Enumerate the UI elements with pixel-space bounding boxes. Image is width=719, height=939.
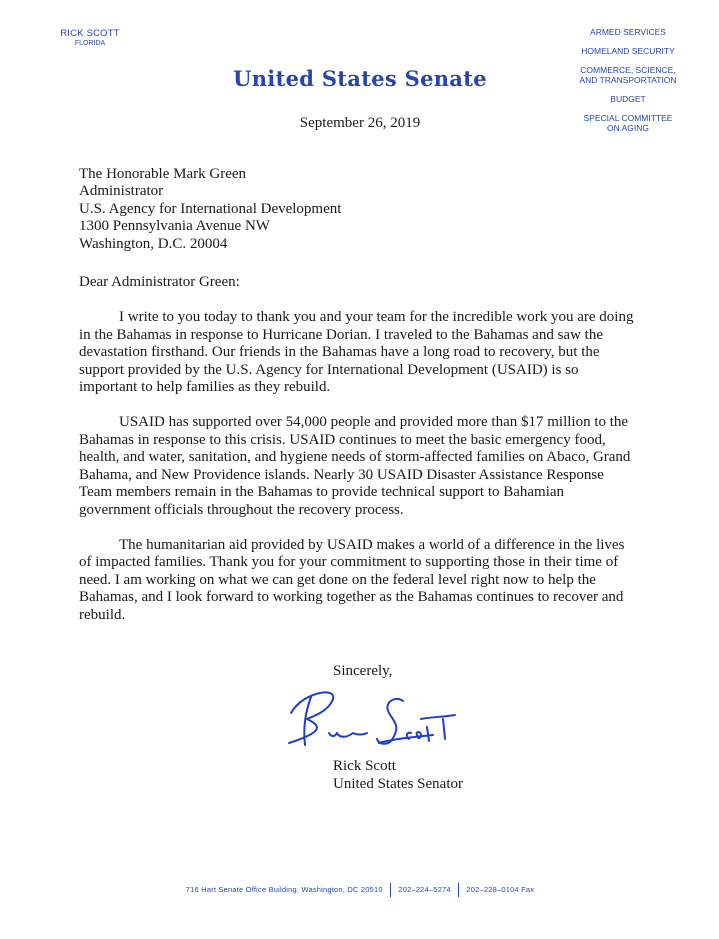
committee-item: SPECIAL COMMITTEE ON AGING	[583, 113, 673, 133]
signer-name: Rick Scott	[333, 758, 396, 774]
footer-phone: 202–224–5274	[398, 884, 451, 894]
committee-item: BUDGET	[610, 94, 646, 104]
salutation: Dear Administrator Green:	[79, 274, 240, 290]
body-paragraph: The humanitarian aid provided by USAID makes a world of a difference in the lives of impacted families. Thank you for your commitment to supporting those in their time of need. I am working on what we can get done on the federal level right now to help the Bahamas, and I look forward to working together as the Bahamas continues to recover and rebuild.	[79, 536, 625, 623]
signer-title: United States Senator	[333, 776, 463, 792]
letterhead-title: United States Senate	[233, 66, 487, 91]
recipient-line: Washington, D.C. 20004	[79, 235, 228, 252]
committee-item: HOMELAND SECURITY	[581, 46, 675, 56]
recipient-line: 1300 Pennsylvania Avenue NW	[79, 218, 270, 235]
footer-fax: 202–228–0104 Fax	[466, 884, 535, 894]
letter-body	[79, 309, 635, 642]
footer-address: 716 Hart Senate Office Building, Washington, DC 20510	[185, 884, 383, 894]
recipient-line: Administrator	[79, 183, 164, 200]
closing: Sincerely,	[333, 663, 393, 679]
letter-date: September 26, 2019	[299, 115, 421, 131]
sender-state: FLORIDA	[74, 40, 106, 47]
footer-contact	[100, 883, 620, 897]
recipient-line: The Honorable Mark Green	[79, 166, 247, 182]
committee-item: COMMERCE, SCIENCE, AND TRANSPORTATION	[579, 65, 677, 85]
footer-divider	[390, 883, 391, 897]
recipient-line: U.S. Agency for International Development	[79, 200, 342, 217]
recipient-address	[79, 166, 341, 253]
body-paragraph: USAID has supported over 54,000 people and provided more than $17 million to the Bahamas in response to this crisis. USAID continues to meet the basic emergency food, health, and water, sanitation, and hygiene needs of storm-affected families on Abaco, Grand Bahama, and New Providence islands. Nearly 30 USAID Disaster Assistance Response Team members remain in the Bahamas to provide technical support to Bahamian government officials throughout the recovery process.	[79, 413, 631, 518]
sender-name: RICK SCOTT	[60, 28, 120, 39]
body-paragraph: I write to you today to thank you and your team for the incredible work you are doing in the Bahamas in response to Hurricane Dorian. I traveled to the Bahamas and saw the devastation firsthand. Our friends in the Bahamas have a long road to recovery, but the support provided by the U.S. Agency for International Development (USAID) is so important to help families as they rebuild.	[79, 309, 634, 396]
footer-divider	[458, 883, 459, 897]
handwritten-signature	[283, 683, 473, 760]
signer-block	[333, 757, 463, 793]
sender-block	[40, 28, 140, 47]
committee-list	[562, 27, 694, 142]
committee-item: ARMED SERVICES	[590, 27, 666, 37]
